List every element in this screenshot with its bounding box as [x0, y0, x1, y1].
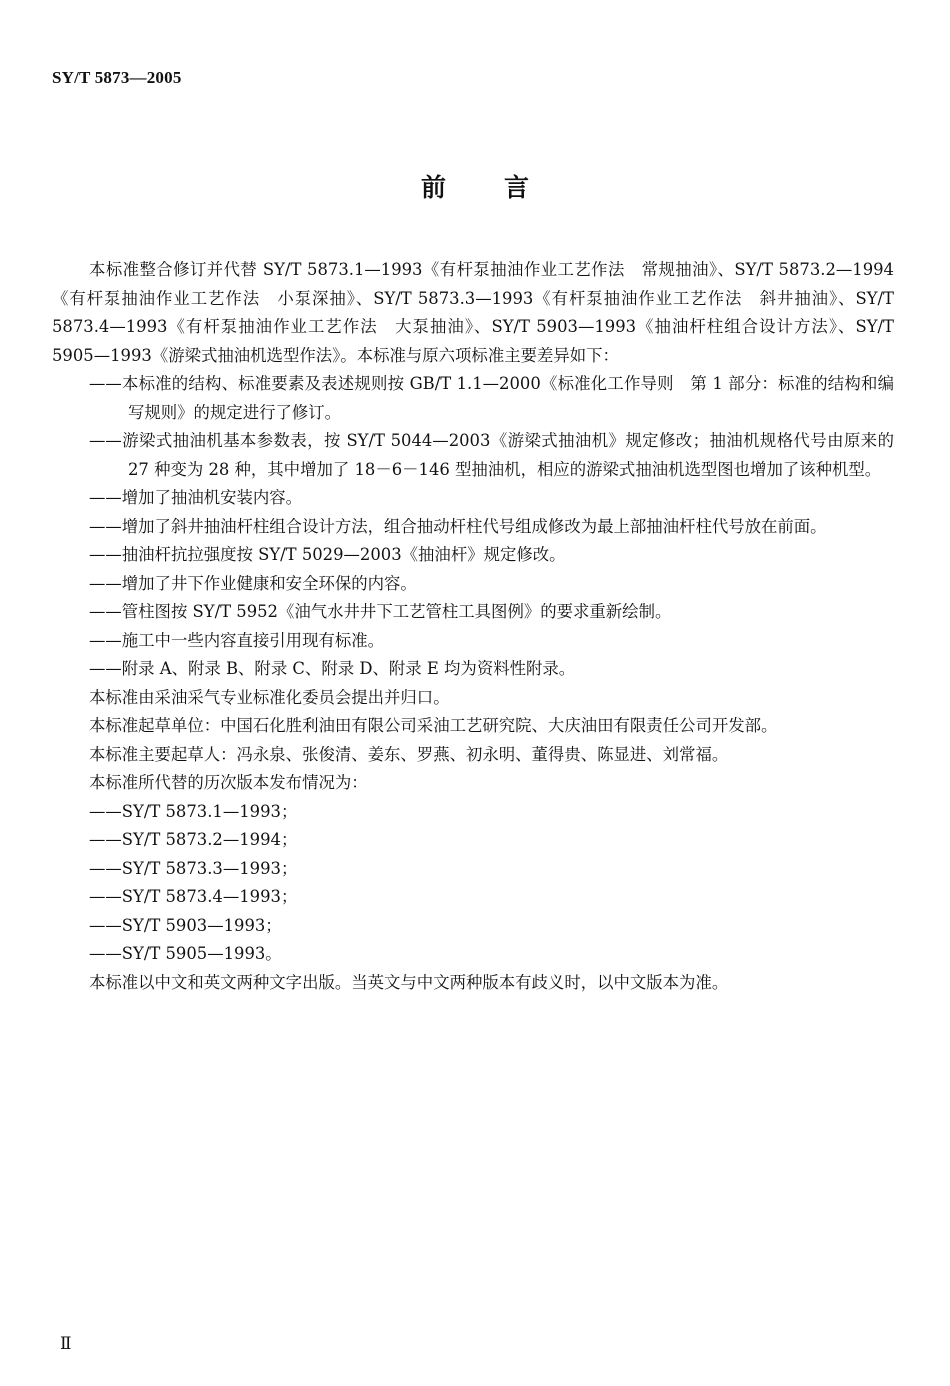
difference-item: ——游梁式抽油机基本参数表，按 SY/T 5044—2003《游梁式抽油机》规定修改；抽油机规格代号由原来的 27 种变为 28 种，其中增加了 18－6－146 型抽油机，相应的游梁式抽油机选型图也增加了该种机型。	[89, 431, 894, 479]
difference-item: ——增加了斜井抽油杆柱组合设计方法，组合抽动杆柱代号组成修改为最上部抽油杆柱代号放在前面。	[89, 516, 827, 536]
difference-item: ——增加了井下作业健康和安全环保的内容。	[89, 573, 417, 593]
difference-item: ——施工中一些内容直接引用现有标准。	[89, 630, 385, 650]
history-item: ——SY/T 5873.3—1993；	[89, 858, 298, 878]
foreword-body	[52, 256, 894, 997]
intro-paragraph: 本标准整合修订并代替 SY/T 5873.1—1993《有杆泵抽油作业工艺作法 常规抽油》、SY/T 5873.2—1994《有杆泵抽油作业工艺作法 小泵深抽》、SY/T 5873.3—1993《有杆泵抽油作业工艺作法 斜井抽油》、SY/T 5873.4—1993《有杆泵抽油作业工艺作法 大泵抽油》、SY/T 5903—1993《抽油杆柱组合设计方法》、SY/T 5905—1993《游梁式抽油机选型作法》。本标准与原六项标准主要差异如下：	[52, 260, 894, 365]
difference-item: ——增加了抽油机安装内容。	[89, 488, 303, 507]
difference-item: ——管柱图按 SY/T 5952《油气水井井下工艺管柱工具图例》的要求重新绘制。	[89, 602, 672, 621]
difference-item: ——抽油杆抗拉强度按 SY/T 5029—2003《抽油杆》规定修改。	[89, 545, 566, 564]
history-item: ——SY/T 5873.1—1993；	[89, 801, 298, 821]
page-title: 前言	[420, 173, 587, 202]
history-intro-paragraph: 本标准所代替的历次版本发布情况为：	[89, 773, 368, 792]
drafters-paragraph: 本标准主要起草人：冯永泉、张俊清、姜东、罗燕、初永明、董得贵、陈显进、刘常福。	[89, 744, 729, 764]
standard-code-header: SY/T 5873—2005	[52, 68, 182, 87]
proposer-paragraph: 本标准由采油采气专业标准化委员会提出并归口。	[89, 687, 450, 707]
history-item: ——SY/T 5873.4—1993；	[89, 887, 298, 906]
difference-item: ——附录 A、附录 B、附录 C、附录 D、附录 E 均为资料性附录。	[89, 659, 576, 678]
history-item: ——SY/T 5905—1993。	[89, 944, 282, 963]
language-note-paragraph: 本标准以中文和英文两种文字出版。当英文与中文两种版本有歧义时，以中文版本为准。	[89, 972, 729, 992]
drafting-units-paragraph: 本标准起草单位：中国石化胜利油田有限公司采油工艺研究院、大庆油田有限责任公司开发部。	[89, 716, 778, 735]
history-item: ——SY/T 5903—1993；	[89, 915, 282, 935]
page-number: Ⅱ	[60, 1334, 72, 1353]
difference-item: ——本标准的结构、标准要素及表述规则按 GB/T 1.1—2000《标准化工作导则 第 1 部分：标准的结构和编写规则》的规定进行了修订。	[89, 374, 894, 422]
history-item: ——SY/T 5873.2—1994；	[89, 830, 298, 849]
